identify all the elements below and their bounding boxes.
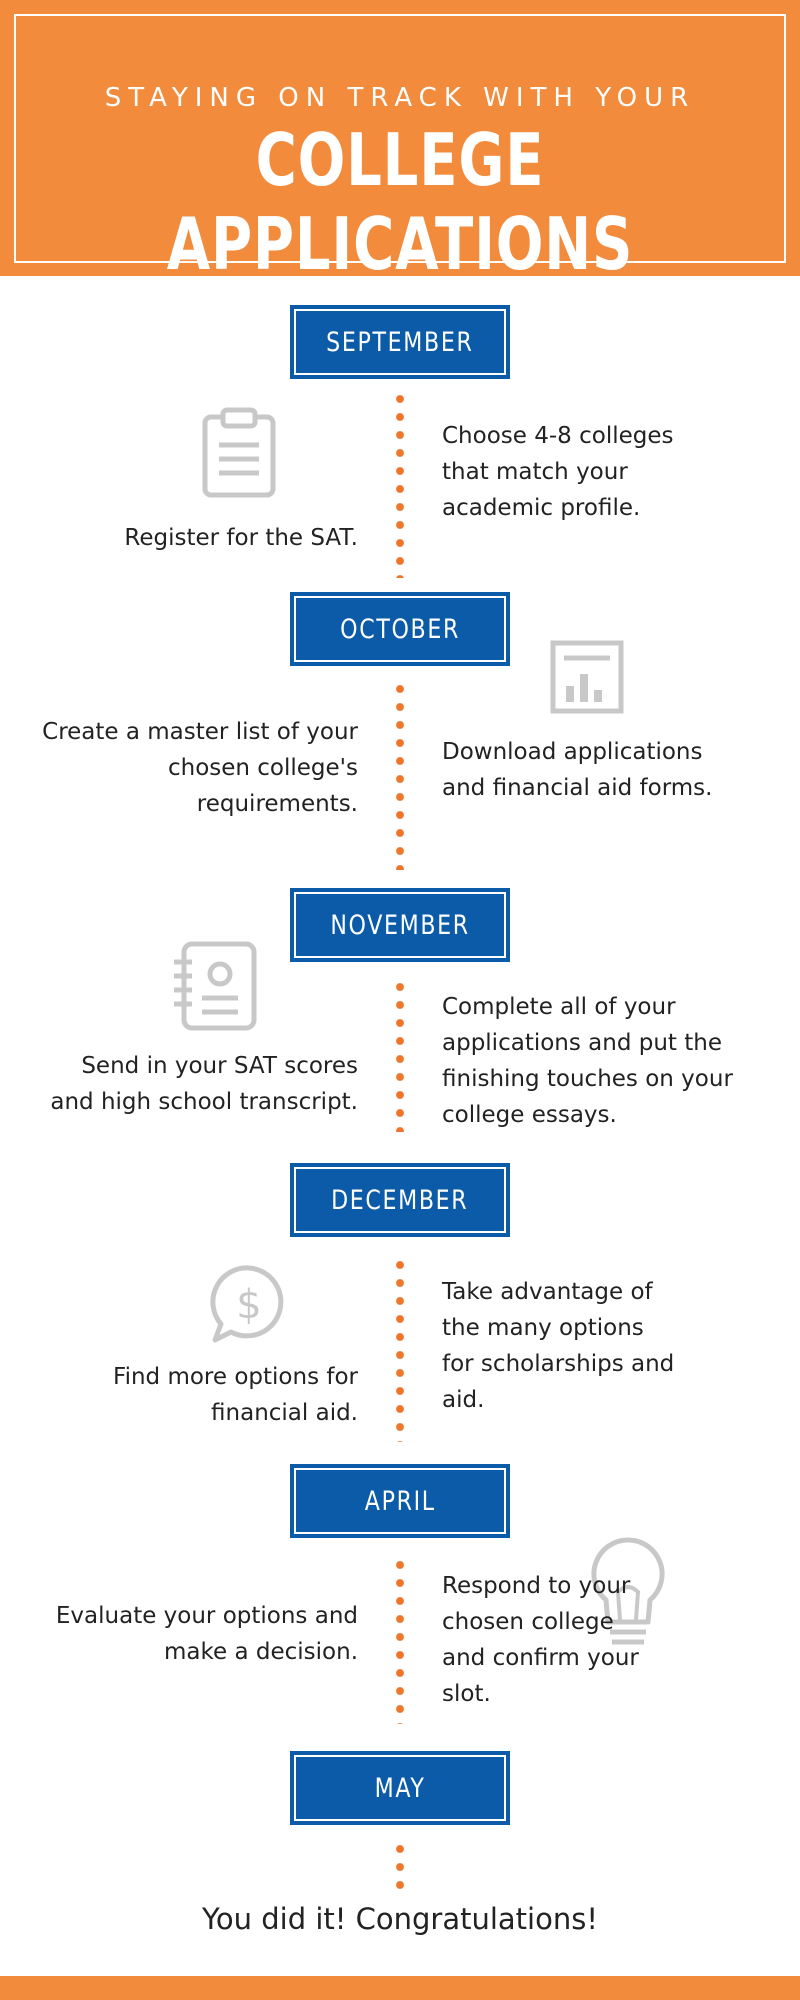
month-badge-december [290, 1163, 510, 1237]
september-left-text: Register for the SAT. [124, 525, 358, 551]
closing-message: You did it! Congratulations! [202, 1902, 598, 1936]
october-left-text: Create a master list of your chosen college's requirements. [42, 719, 358, 817]
timeline-dots [396, 390, 404, 578]
month-label: APRIL [364, 1485, 436, 1517]
april-left-text: Evaluate your options and make a decision. [55, 1603, 358, 1665]
april-right-text: Respond to your chosen college and confirm your slot. [442, 1573, 639, 1707]
clipboard-icon [199, 407, 279, 499]
month-label: SEPTEMBER [326, 326, 474, 358]
timeline-dots [396, 680, 404, 870]
timeline-dots [396, 1840, 404, 1894]
october-right-text: Download applications and financial aid forms. [442, 739, 713, 801]
timeline-dots [396, 978, 404, 1132]
header-banner [0, 0, 800, 286]
address-book-icon [170, 940, 258, 1032]
svg-text:$: $ [236, 1282, 262, 1328]
september-right-text: Choose 4-8 colleges that match your academic profile. [442, 423, 674, 521]
header-subtitle: STAYING ON TRACK WITH YOUR [104, 83, 696, 113]
month-label: OCTOBER [340, 613, 460, 645]
timeline-dots [396, 1556, 404, 1724]
month-label: DECEMBER [331, 1184, 469, 1216]
month-badge-september [290, 305, 510, 379]
november-right-text: Complete all of your applications and put the finishing touches on your college essays. [442, 994, 733, 1128]
month-label: MAY [374, 1772, 426, 1804]
november-left-text: Send in your SAT scores and high school transcript. [50, 1053, 358, 1115]
month-badge-october [290, 592, 510, 666]
december-right-text: Take advantage of the many options for scholarships and aid. [442, 1279, 675, 1413]
december-left-text: Find more options for financial aid. [113, 1364, 358, 1426]
month-label: NOVEMBER [330, 909, 470, 941]
month-badge-april [290, 1464, 510, 1538]
bar-chart-icon [550, 640, 624, 714]
timeline-dots [396, 1256, 404, 1442]
month-badge-may [290, 1751, 510, 1825]
page-title: COLLEGE APPLICATIONS [166, 118, 634, 286]
month-badge-november [290, 888, 510, 962]
dollar-speech-bubble-icon [207, 1262, 291, 1346]
footer-bar [0, 1976, 800, 2000]
